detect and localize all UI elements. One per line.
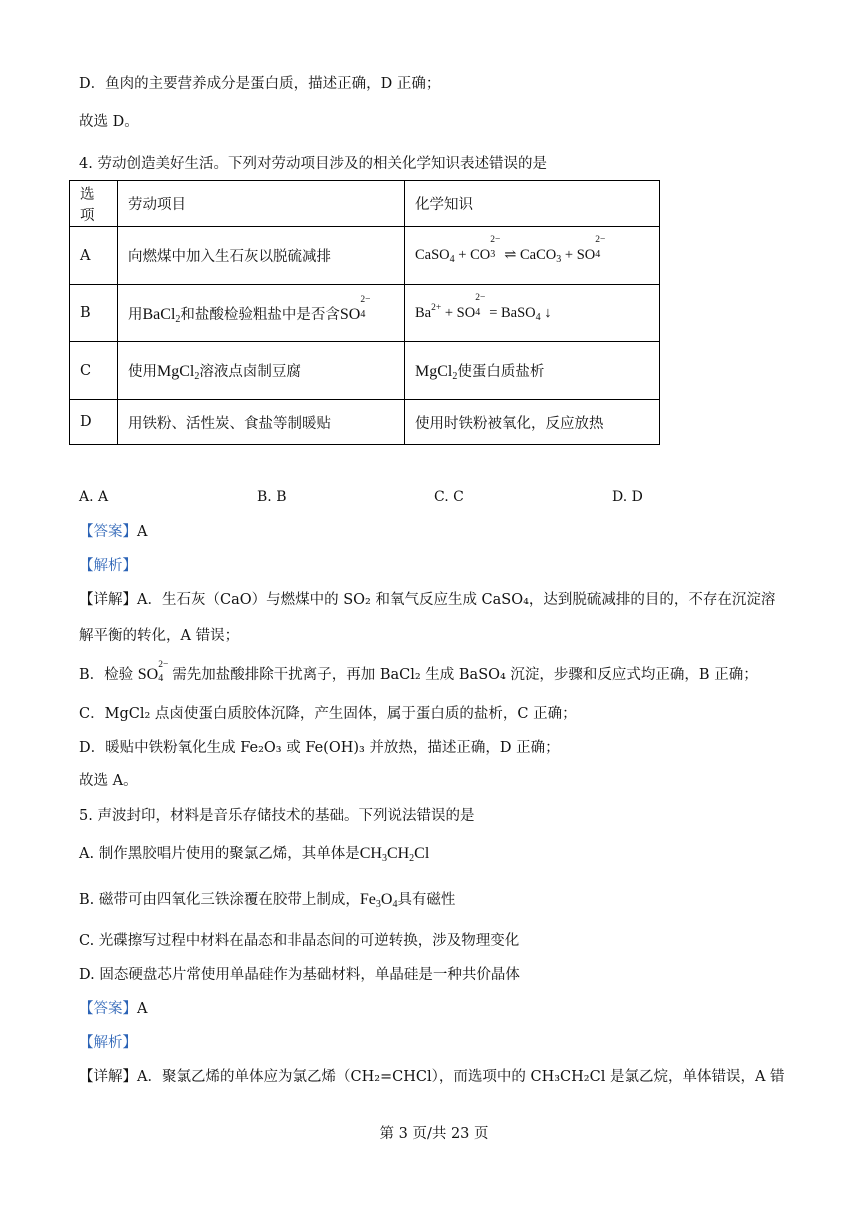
bacl2-formula: BaCl$_2$	[142, 305, 181, 325]
q5-option-d: D. 固态硬盘芯片常使用单晶硅作为基础材料，单晶硅是一种共价晶体	[79, 967, 520, 983]
header-knowledge: 化学知识	[405, 181, 660, 227]
page-footer: 第 3 页/共 23 页	[379, 1126, 489, 1142]
question-4-table	[69, 180, 660, 445]
q5-option-c: C. 光碟擦写过程中材料在晶态和非晶态间的可逆转换，涉及物理变化	[79, 933, 520, 949]
mgcl2-formula: MgCl$_2$	[157, 363, 200, 382]
row-d-project: 用铁粉、活性炭、食盐等制暖贴	[118, 400, 405, 445]
prev-choose: 故选 D。	[79, 114, 139, 130]
row-b-knowledge: $Ba^{2+}$ + SO 2− 4 = BaSO$_4$ ↓	[405, 285, 660, 342]
row-b-project-post: 和盐酸检验粗盐中是否含	[180, 306, 340, 323]
row-c-project-pre: 使用	[128, 364, 157, 380]
table-row	[70, 342, 660, 400]
q5-option-b: B. 磁带可由四氧化三铁涂覆在胶带上制成，$Fe_3O_4$具有磁性	[79, 891, 456, 910]
header-project: 劳动项目	[118, 181, 405, 227]
row-c-option: C	[70, 342, 118, 400]
question-4-stem: 4. 劳动创造美好生活。下列对劳动项目涉及的相关化学知识表述错误的是	[79, 156, 547, 172]
row-d-knowledge: 使用时铁粉被氧化，反应放热	[405, 400, 660, 445]
table-header-row	[70, 181, 660, 227]
detail-tag: 【详解】	[79, 592, 137, 608]
row-a-project: 向燃煤中加入生石灰以脱硫减排	[118, 227, 405, 285]
table-row	[70, 227, 660, 285]
header-option: 选项	[70, 181, 118, 227]
option-a: A. A	[79, 489, 109, 505]
mgcl2-formula: MgCl$_2$	[415, 363, 458, 382]
row-a-option: A	[70, 227, 118, 285]
row-c-knowledge-post: 使蛋白质盐析	[457, 364, 545, 380]
chloroethane-formula: $CH_3CH_2Cl$	[359, 845, 430, 864]
table-row	[70, 285, 660, 342]
question-5-stem: 5. 声波封印，材料是音乐存储技术的基础。下列说法错误的是	[79, 808, 475, 824]
option-c: C. C	[434, 489, 464, 505]
option-b: B. B	[257, 489, 287, 505]
q4-detail-d: D．暖贴中铁粉氧化生成 Fe₂O₃ 或 Fe(OH)₃ 并放热，描述正确，D 正确；	[79, 740, 560, 756]
row-b-option: B	[70, 285, 118, 342]
q5-detail-a: 【详解】A．聚氯乙烯的单体应为氯乙烯（CH₂=CHCl），而选项中的 CH₃CH₂Cl 是氯乙烷，单体错误，A 错	[79, 1069, 785, 1085]
row-c-project-post: 溶液点卤制豆腐	[199, 364, 301, 380]
q4-detail-c: C．MgCl₂ 点卤使蛋白质胶体沉降，产生固体，属于蛋白质的盐析，C 正确；	[79, 706, 577, 722]
q4-choose: 故选 A。	[79, 773, 138, 789]
answer-value: A	[137, 524, 148, 540]
row-a-knowledge: CaSO$_4$ + CO 2− 3 ⇌ CaCO$_3$ + SO 2− 4	[405, 227, 660, 285]
prev-answer-d: D．鱼肉的主要营养成分是蛋白质，描述正确，D 正确；	[79, 76, 441, 92]
q4-analysis-tag: 【解析】	[79, 558, 137, 574]
table-row	[70, 400, 660, 445]
q4-detail-a-line1: 【详解】A．生石灰（CaO）与燃煤中的 SO₂ 和氧气反应生成 CaSO₄，达到脱硫减排的目的，不存在沉淀溶	[79, 592, 776, 608]
row-c-project	[118, 342, 405, 400]
sulfate-ion-formula: SO 2− 4	[339, 294, 371, 323]
fe3o4-formula: $Fe_3O_4$	[359, 891, 398, 910]
sulfate-ion-formula: SO 2− 4	[137, 660, 169, 684]
q5-option-a: A. 制作黑胶唱片使用的聚氯乙烯，其单体是$CH_3CH_2Cl$	[79, 845, 430, 864]
row-b-project	[118, 285, 405, 342]
q4-answer	[79, 522, 147, 542]
q5-analysis-tag: 【解析】	[79, 1035, 137, 1051]
q4-detail-b: B．检验 SO 2− 4 需先加盐酸排除干扰离子，再加 BaCl₂ 生成 BaSO₄ 沉淀，步骤和反应式均正确，B 正确；	[79, 660, 758, 684]
answer-tag: 【答案】	[79, 524, 137, 540]
row-d-option: D	[70, 400, 118, 445]
q4-detail-a-line2: 解平衡的转化，A 错误；	[79, 628, 240, 644]
q5-answer: 【答案】A	[79, 1001, 148, 1017]
row-b-project-pre: 用	[128, 306, 143, 323]
row-c-knowledge	[405, 342, 660, 400]
option-d: D. D	[612, 489, 643, 505]
